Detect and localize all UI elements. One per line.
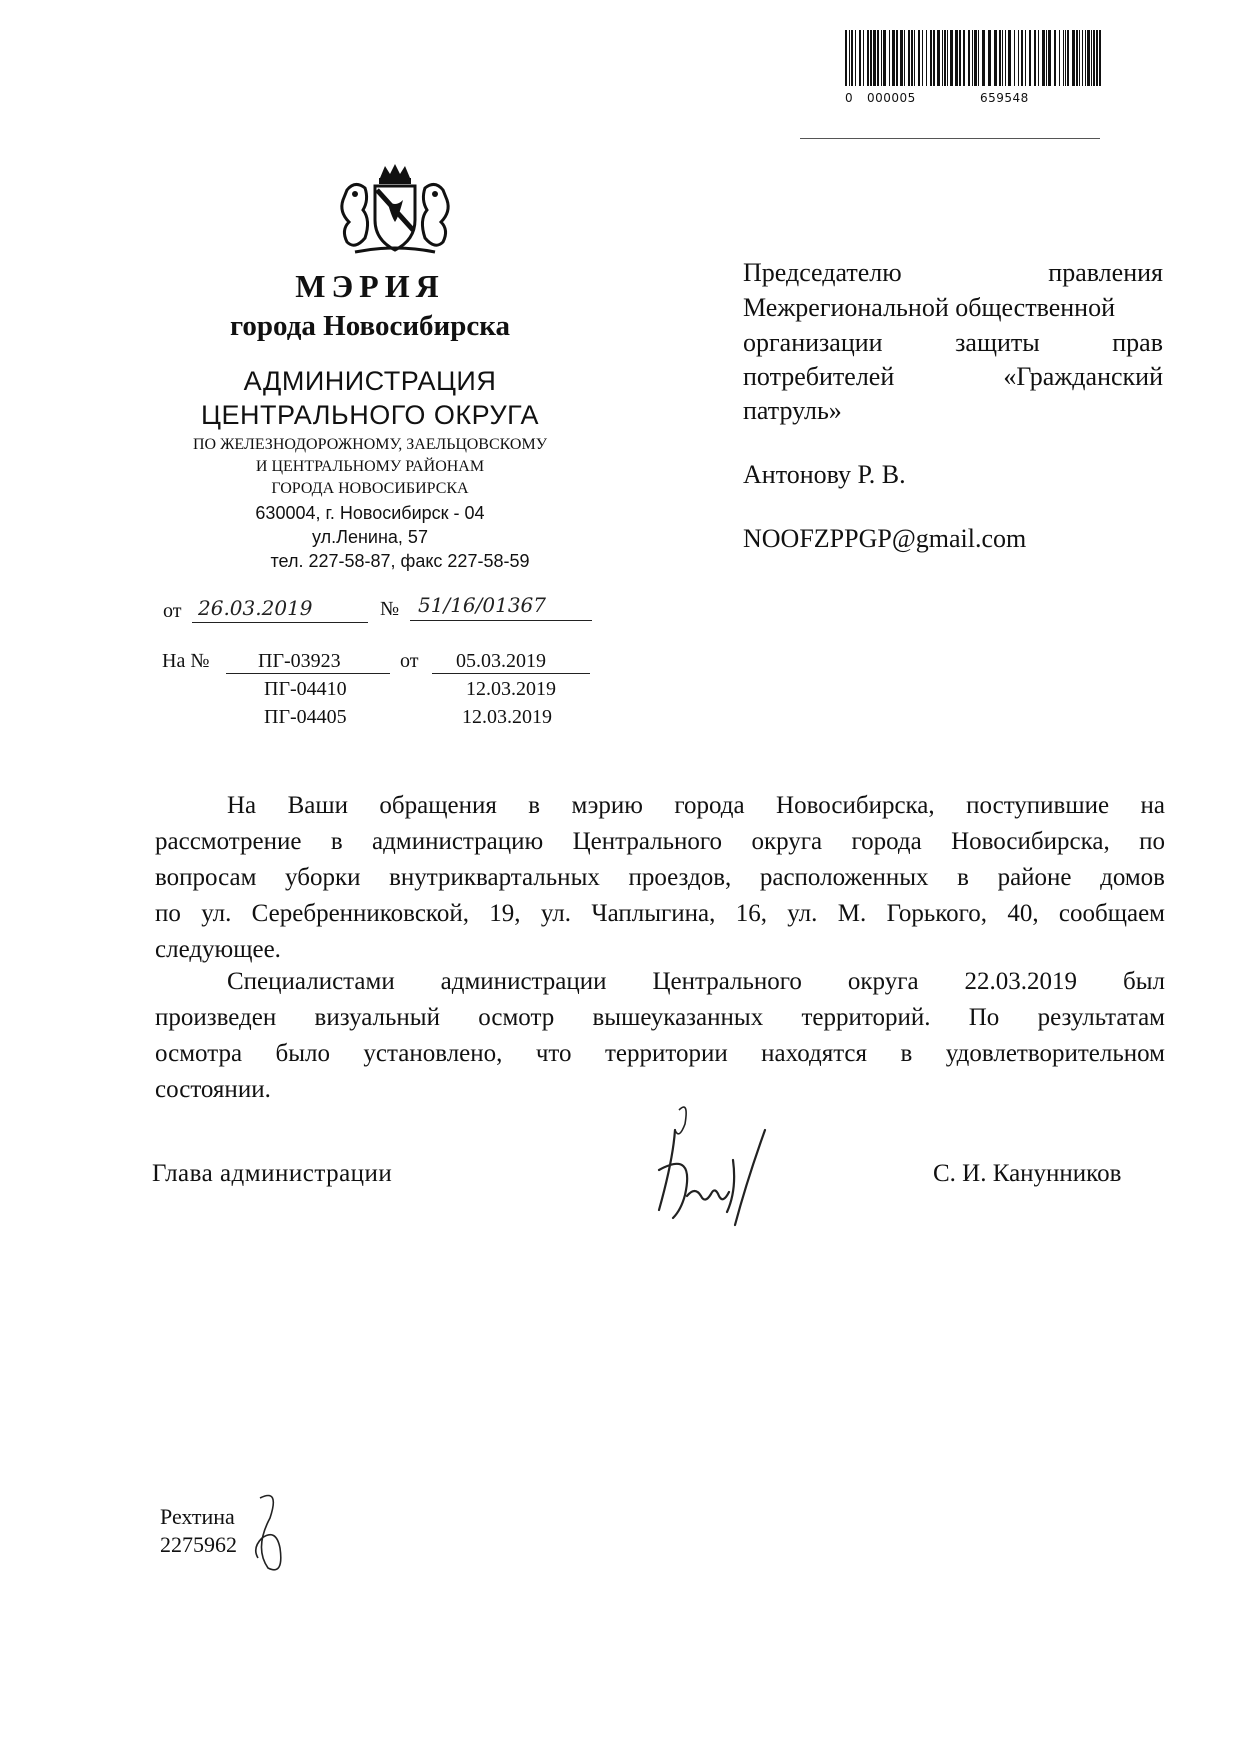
reference-number-2: ПГ-04410: [264, 678, 347, 700]
body-p2-line-3: осмотра было установлено, что территории находятся в удовлетворительном: [155, 1040, 1165, 1067]
barcode-underline: [800, 138, 1100, 139]
mayor-city: города Новосибирска: [229, 310, 511, 342]
administration-title: АДМИНИСТРАЦИЯ: [243, 366, 497, 396]
recipient-line-3-mid: защиты: [955, 328, 1040, 357]
barcode-left-digit: 0: [845, 91, 854, 105]
recipient-line-3: [743, 328, 1163, 358]
barcode: [845, 30, 1105, 105]
reference-on-label: На №: [162, 650, 210, 672]
address-line-1: 630004, г. Новосибирск - 04: [255, 503, 485, 523]
outgoing-number-label: №: [380, 598, 400, 620]
outgoing-from-label: от: [163, 600, 182, 622]
outgoing-date: 26.03.2019: [198, 596, 313, 620]
reference-date-3: 12.03.2019: [462, 706, 552, 728]
body-p1-line-5: следующее.: [155, 936, 281, 963]
outgoing-number-underline: [410, 620, 592, 621]
recipient-email: NOOFZPPGP@gmail.com: [743, 524, 1027, 553]
recipient-line-1-left: Председателю: [743, 258, 902, 287]
administration-district: ЦЕНТРАЛЬНОГО ОКРУГА: [201, 400, 539, 430]
recipient-name: Антонову Р. В.: [743, 460, 906, 489]
body-p2-line-2: произведен визуальный осмотр вышеуказанных территорий. По результатам: [155, 1004, 1165, 1031]
body-p1-line-2: рассмотрение в администрацию Центрального округа города Новосибирска, по: [155, 828, 1165, 855]
reference-date-underline: [432, 673, 590, 674]
reference-date-2: 12.03.2019: [466, 678, 556, 700]
body-p2-line-1: Специалистами администрации Центрального округа 22.03.2019 был: [227, 968, 1165, 995]
recipient-line-4-left: потребителей: [743, 362, 895, 391]
handwritten-signature-icon: [615, 1100, 785, 1250]
recipient-line-4-right: «Гражданский: [1003, 362, 1163, 391]
reference-number-3: ПГ-04405: [264, 706, 347, 728]
recipient-line-3-right: прав: [1112, 328, 1163, 357]
recipient-line-4: [743, 362, 1163, 392]
recipient-line-3-left: организации: [743, 328, 883, 357]
recipient-line-5: патруль»: [743, 396, 842, 425]
executor-name: Рехтина: [160, 1504, 235, 1529]
body-p1-line-3: вопросам уборки внутриквартальных проездов, расположенных в районе домов: [155, 864, 1165, 891]
reference-from-label: от: [400, 650, 419, 672]
signatory-name: С. И. Канунников: [933, 1160, 1122, 1187]
barcode-bars: [845, 30, 1105, 90]
barcode-right-digits: 659548: [980, 91, 1029, 105]
outgoing-date-underline: [192, 622, 368, 623]
phone-fax-line: тел. 227-58-87, факс 227-58-59: [270, 551, 530, 571]
outgoing-number: 51/16/01367: [418, 593, 546, 617]
mayor-title: МЭРИЯ: [295, 268, 445, 304]
barcode-middle-digits: 000005: [867, 91, 916, 105]
coat-of-arms-icon: [325, 160, 465, 260]
districts-line-2: И ЦЕНТРАЛЬНОМУ РАЙОНАМ: [255, 458, 485, 475]
recipient-line-1-right: правления: [1048, 258, 1163, 287]
reference-number-underline: [226, 673, 390, 674]
executor-phone: 2275962: [160, 1532, 237, 1557]
signatory-role: Глава администрации: [152, 1160, 393, 1187]
body-p1-line-4: по ул. Серебренниковской, 19, ул. Чаплыгина, 16, ул. М. Горького, 40, сообщаем: [155, 900, 1165, 927]
recipient-line-2: Межрегиональной общественной: [743, 293, 1115, 322]
body-p2-line-4: состоянии.: [155, 1076, 271, 1103]
districts-line-1: ПО ЖЕЛЕЗНОДОРОЖНОМУ, ЗАЕЛЬЦОВСКОМУ: [192, 436, 548, 453]
executor-initials-icon: [240, 1488, 300, 1578]
reference-number-1: ПГ-03923: [258, 650, 341, 672]
body-p1-line-1: На Ваши обращения в мэрию города Новосибирска, поступившие на: [227, 792, 1165, 819]
recipient-line-1: [743, 258, 1163, 288]
address-line-2: ул.Ленина, 57: [312, 527, 428, 547]
reference-date-1: 05.03.2019: [456, 650, 546, 672]
districts-line-3: ГОРОДА НОВОСИБИРСКА: [271, 480, 469, 497]
